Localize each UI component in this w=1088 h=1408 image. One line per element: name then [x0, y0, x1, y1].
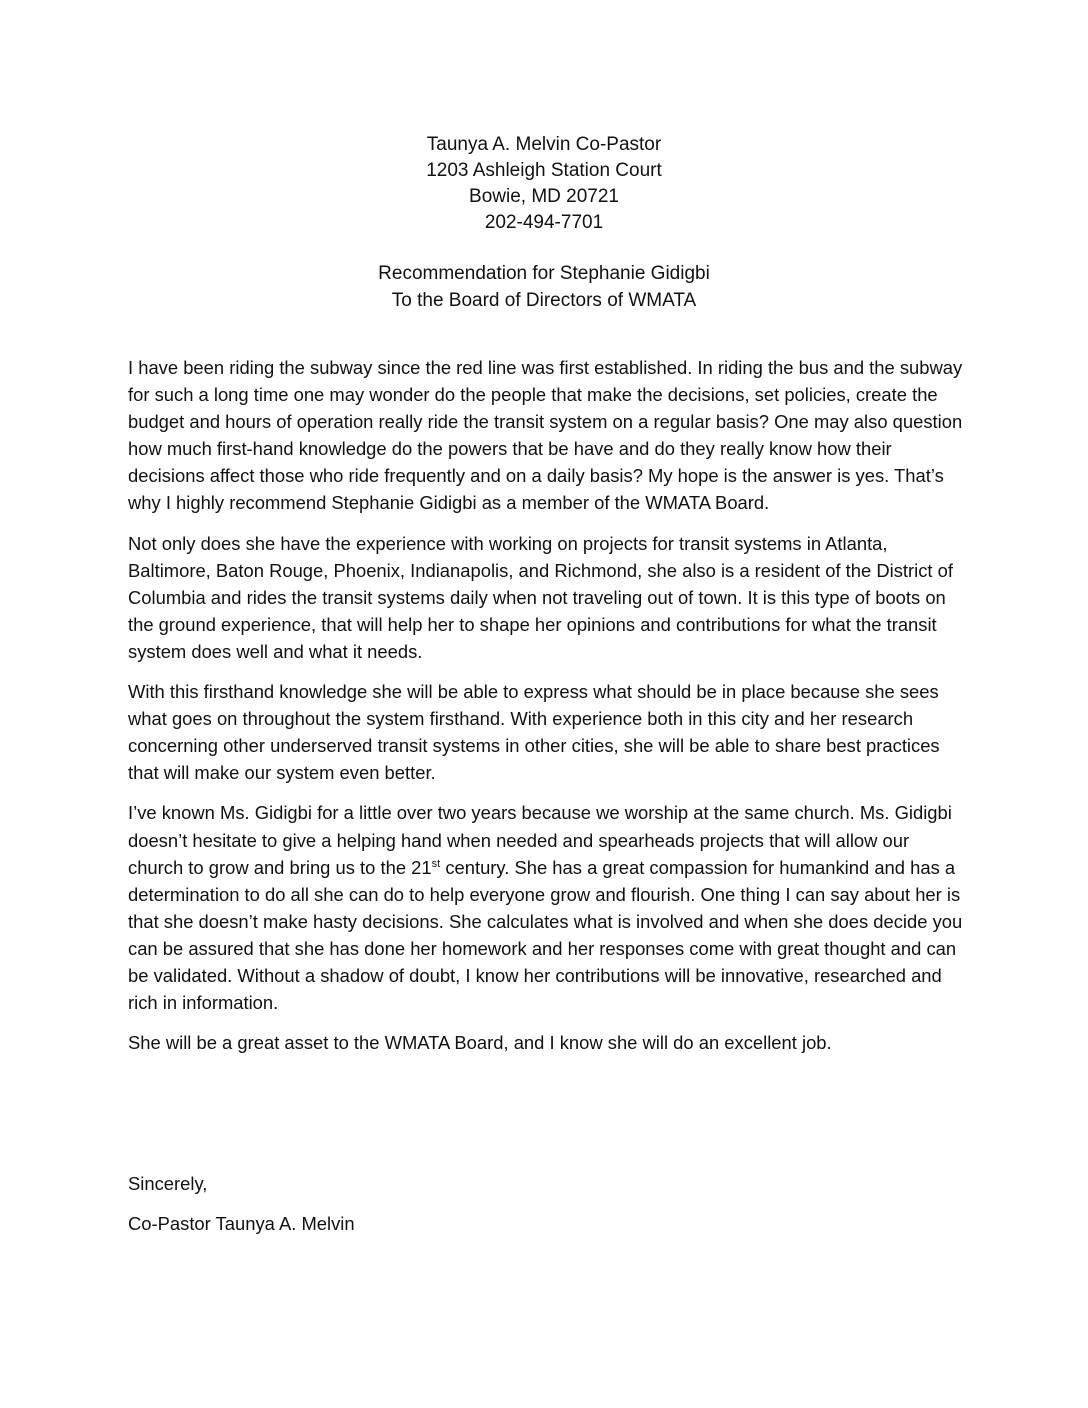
sender-city-state-zip: Bowie, MD 20721 [469, 186, 619, 207]
paragraph-1: I have been riding the subway since the red line was first established. In riding the bus and the subway for such a long time one may wonder do the people that make the decisions, set policies, create the budget and hours of operation really ride the transit system on a regular basis? One may also question how much first-hand knowledge do the powers that be have and do they really know how their decisions affect those who ride frequently and on a daily basis? My hope is the answer is yes. That’s why I highly recommend Stephanie Gidigbi as a member of the WMATA Board. [128, 357, 963, 514]
signature-name: Co-Pastor Taunya A. Melvin [128, 1213, 355, 1234]
sender-address-block [0, 132, 1088, 236]
paragraph-4-part-1: I’ve known Ms. Gidigbi for a little over two years because we worship at the same church. Ms. Gidigbi doesn’t hesitate to give a helping hand when needed and spearheads projects that will allow our church to grow and bring us to the 21 [128, 802, 952, 878]
subject-block [0, 260, 1088, 314]
subject-line-2: To the Board of Directors of WMATA [391, 290, 697, 311]
paragraph-2: Not only does she have the experience with working on projects for transit systems in Atlanta, Baltimore, Baton Rouge, Phoenix, Indianapolis, and Richmond, she also is a resident of the District of Columbia and rides the transit systems daily when not traveling out of town. It is this type of boots on the ground experience, that will help her to shape her opinions and contributions for what the transit system does well and what it needs. [128, 532, 953, 662]
closing-salutation: Sincerely, [128, 1173, 208, 1194]
letter-body [128, 354, 968, 1069]
sender-name: Taunya A. Melvin Co-Pastor [426, 134, 662, 155]
paragraph-5: She will be a great asset to the WMATA Board, and I know she will do an excellent job. [128, 1032, 832, 1054]
subject-line-1: Recommendation for Stephanie Gidigbi [378, 263, 710, 284]
paragraph-4-part-2: century. She has a great compassion for humankind and has a determination to do all she can do to help everyone grow and flourish. One thing I can say about her is that she doesn’t make hasty decisions. She calculates what is involved and when she does decide you can be assured that she has done her homework and her responses come with great thought and can be validated. Without a shadow of doubt, I know her contributions will be innovative, researched and rich in information. [128, 856, 963, 1014]
paragraph-3: With this firsthand knowledge she will be able to express what should be in place because she sees what goes on throughout the system firsthand. With experience both in this city and her research concerning other underserved transit systems in other cities, she will be able to share best practices that will make our system even better. [128, 681, 940, 784]
paragraph-4 [128, 799, 968, 1016]
ordinal-superscript: st [431, 857, 441, 870]
sender-phone: 202-494-7701 [484, 212, 604, 233]
sender-street: 1203 Ashleigh Station Court [426, 160, 662, 181]
